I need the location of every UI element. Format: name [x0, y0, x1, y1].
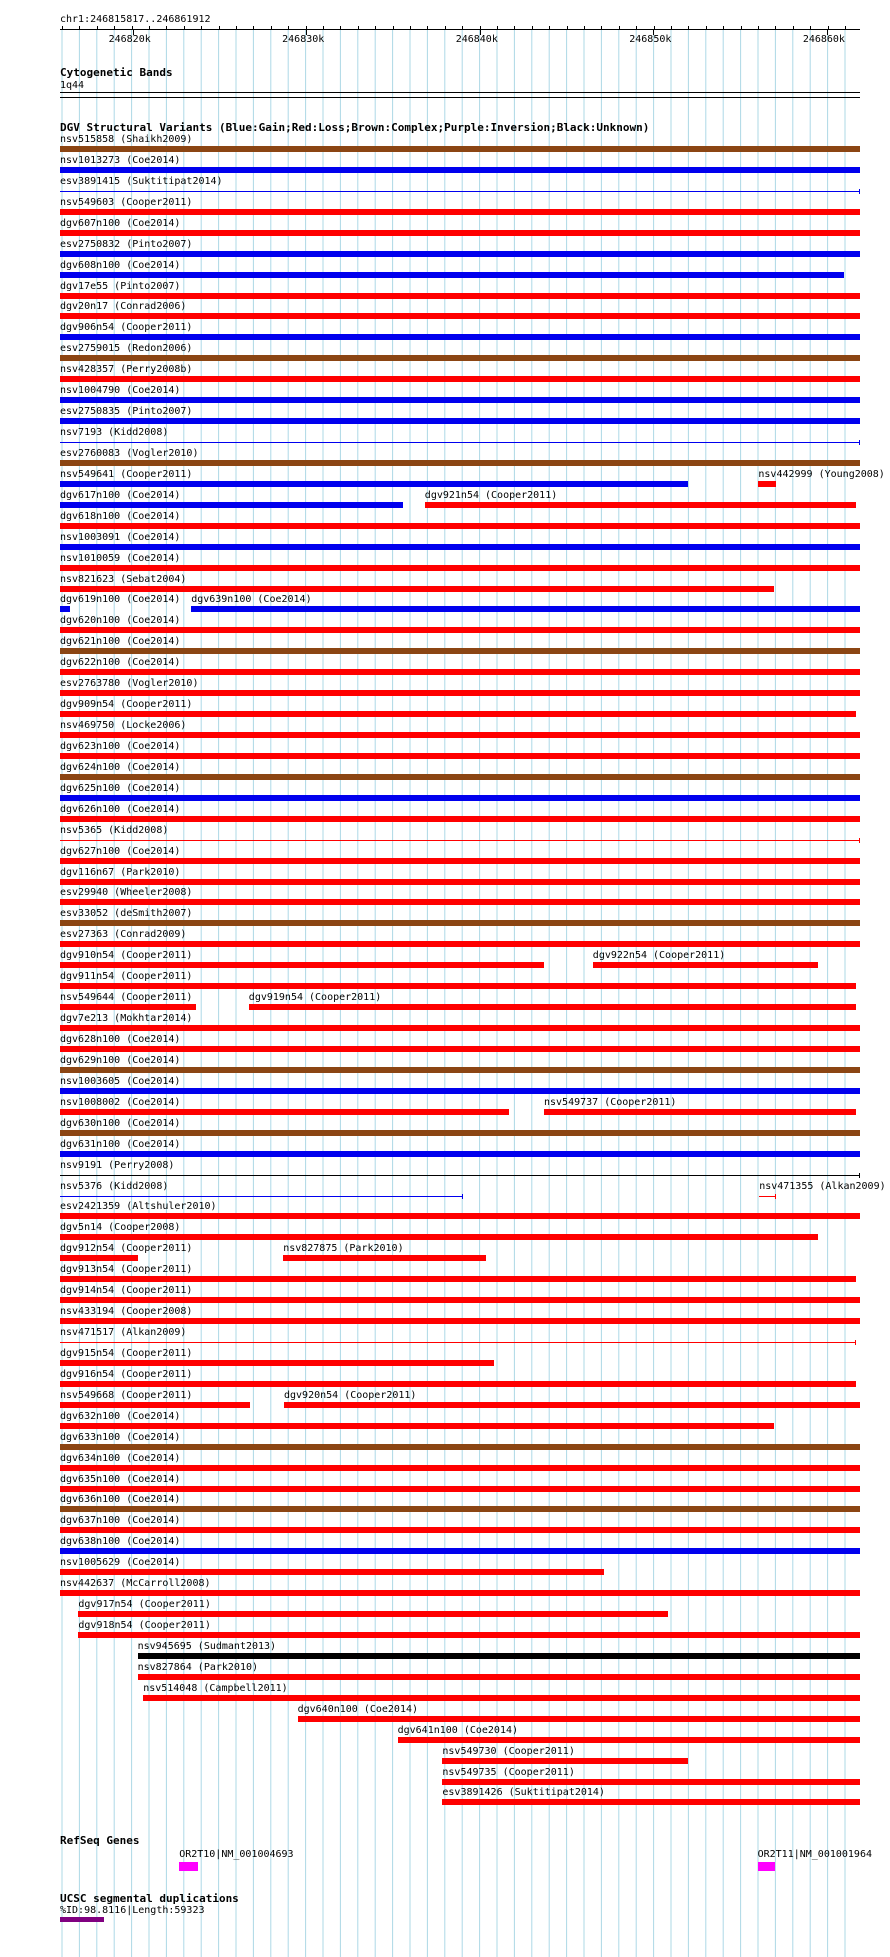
variant-bar-gain[interactable]: [60, 544, 860, 550]
variant-bar-loss[interactable]: [60, 1381, 856, 1387]
variant-end-cap: [462, 1194, 463, 1199]
variant-label: esv2760083 (Vogler2010): [60, 447, 199, 459]
variant-label: nsv1005629 (Coe2014): [60, 1557, 181, 1569]
variant-label: dgv622n100 (Coe2014): [60, 657, 181, 669]
variant-bar-loss[interactable]: [60, 711, 856, 717]
variant-label: nsv549737 (Cooper2011): [544, 1096, 677, 1108]
variant-label: nsv827875 (Park2010): [283, 1243, 404, 1255]
variant-label: dgv625n100 (Coe2014): [60, 782, 181, 794]
variant-label: nsv5376 (Kidd2008): [60, 1180, 169, 1192]
variant-label: dgv633n100 (Coe2014): [60, 1431, 181, 1443]
variant-bar-loss[interactable]: [60, 1486, 860, 1492]
variant-bar-unknown[interactable]: [138, 1653, 860, 1659]
variant-label: nsv433194 (Cooper2008): [60, 1306, 193, 1318]
variant-end-cap: [859, 189, 860, 194]
variant-bar-loss[interactable]: [60, 376, 860, 382]
variant-label: esv2759015 (Redon2006): [60, 343, 193, 355]
variant-label: dgv640n100 (Coe2014): [297, 1703, 419, 1715]
variant-bar-loss[interactable]: [60, 293, 860, 299]
variant-label: dgv17e55 (Pinto2007): [60, 280, 181, 292]
segdup-label: %ID:98.8116|Length:59323: [60, 1905, 205, 1916]
variant-bar-gain[interactable]: [60, 442, 860, 443]
variant-bar-complex[interactable]: [60, 1506, 860, 1512]
variant-label: dgv618n100 (Coe2014): [60, 510, 181, 522]
variant-bar-loss[interactable]: [60, 840, 860, 841]
variant-bar-loss[interactable]: [249, 1004, 856, 1010]
variant-bar-loss[interactable]: [60, 983, 856, 989]
variant-label: dgv7e213 (Mokhtar2014): [60, 1013, 193, 1025]
variant-label: nsv7193 (Kidd2008): [60, 427, 169, 439]
variant-bar-gain[interactable]: [60, 191, 860, 192]
variant-label: nsv1013273 (Coe2014): [60, 154, 181, 166]
variant-bar-complex[interactable]: [60, 355, 860, 361]
variant-bar-loss[interactable]: [60, 565, 860, 571]
variant-bar-loss[interactable]: [60, 627, 860, 633]
variant-bar-loss[interactable]: [60, 1109, 509, 1115]
gene-bar[interactable]: [179, 1862, 197, 1871]
variant-label: dgv638n100 (Coe2014): [60, 1536, 181, 1548]
variant-label: dgv623n100 (Coe2014): [60, 740, 181, 752]
variant-bar-loss[interactable]: [60, 816, 860, 822]
variant-label: dgv624n100 (Coe2014): [60, 761, 181, 773]
variant-bar-loss[interactable]: [60, 1402, 250, 1408]
variant-bar-gain[interactable]: [60, 397, 860, 403]
variant-label: nsv549603 (Cooper2011): [60, 196, 193, 208]
variant-bar-loss[interactable]: [60, 1046, 860, 1052]
variant-bar-gain[interactable]: [60, 606, 70, 612]
variant-bar-loss[interactable]: [60, 1342, 856, 1343]
variant-label: esv3891426 (Suktitipat2014): [442, 1787, 605, 1799]
variant-label: nsv1004790 (Coe2014): [60, 385, 181, 397]
ruler-tick-label: 246820k: [108, 34, 151, 45]
variant-bar-loss[interactable]: [60, 753, 860, 759]
variant-label: dgv5n14 (Cooper2008): [60, 1222, 181, 1234]
variant-label: dgv909n54 (Cooper2011): [60, 699, 193, 711]
gene-label: OR2T10|NM_001004693: [179, 1849, 294, 1860]
variant-bar-loss[interactable]: [60, 879, 860, 885]
dgv-track-title: DGV Structural Variants (Blue:Gain;Red:Loss;Brown:Complex;Purple:Inversion;Black:Unknown): [60, 121, 650, 134]
variant-bar-gain[interactable]: [60, 272, 844, 278]
variant-label: dgv635n100 (Coe2014): [60, 1473, 181, 1485]
variant-bar-loss[interactable]: [78, 1632, 860, 1638]
variant-label: dgv919n54 (Cooper2011): [248, 992, 382, 1004]
region-label: chr1:246815817..246861912: [60, 14, 211, 25]
variant-bar-loss[interactable]: [60, 1297, 860, 1303]
variant-bar-loss[interactable]: [60, 1025, 860, 1031]
variant-bar-loss[interactable]: [60, 1360, 494, 1366]
variant-bar-loss[interactable]: [759, 1196, 776, 1197]
variant-bar-loss[interactable]: [593, 962, 819, 968]
variant-bar-loss[interactable]: [60, 1423, 774, 1429]
variant-bar-loss[interactable]: [283, 1255, 486, 1261]
variant-bar-complex[interactable]: [60, 146, 860, 152]
variant-label: esv2421359 (Altshuler2010): [60, 1201, 217, 1213]
variant-end-cap: [859, 838, 860, 843]
variant-label: dgv630n100 (Coe2014): [60, 1117, 181, 1129]
variant-bar-loss[interactable]: [544, 1109, 856, 1115]
variant-label: dgv628n100 (Coe2014): [60, 1033, 181, 1045]
variant-bar-gain[interactable]: [60, 1088, 860, 1094]
variant-bar-loss[interactable]: [298, 1716, 860, 1722]
ruler-tick-label: 246850k: [629, 34, 672, 45]
segdup-bar[interactable]: [60, 1917, 104, 1922]
variant-bar-loss[interactable]: [758, 481, 776, 487]
variant-label: dgv637n100 (Coe2014): [60, 1515, 181, 1527]
variant-bar-loss[interactable]: [60, 1569, 604, 1575]
variant-bar-loss[interactable]: [60, 1004, 196, 1010]
variant-end-cap: [859, 440, 860, 445]
variant-bar-complex[interactable]: [60, 920, 860, 926]
ruler-tick-label: 246840k: [455, 34, 498, 45]
variant-bar-gain[interactable]: [60, 167, 860, 173]
variant-label: dgv913n54 (Cooper2011): [60, 1264, 193, 1276]
variant-label: nsv549641 (Cooper2011): [60, 468, 193, 480]
variant-bar-complex[interactable]: [60, 1444, 860, 1450]
variant-label: nsv9191 (Perry2008): [60, 1159, 175, 1171]
variant-end-cap: [855, 1340, 856, 1345]
variant-bar-loss[interactable]: [60, 1527, 860, 1533]
ruler-tick-label: 246860k: [802, 34, 845, 45]
variant-bar-loss[interactable]: [60, 1318, 860, 1324]
variant-label: dgv621n100 (Coe2014): [60, 636, 181, 648]
variant-label: nsv1008002 (Coe2014): [60, 1096, 181, 1108]
variant-label: esv2763780 (Vogler2010): [60, 678, 199, 690]
variant-label: nsv827864 (Park2010): [137, 1661, 259, 1673]
variant-label: dgv620n100 (Coe2014): [60, 615, 181, 627]
variant-bar-loss[interactable]: [442, 1799, 860, 1805]
variant-bar-gain[interactable]: [60, 481, 688, 487]
variant-label: dgv617n100 (Coe2014): [60, 489, 181, 501]
variant-label: nsv469750 (Locke2006): [60, 720, 187, 732]
variant-label: nsv442637 (McCarroll2008): [60, 1578, 211, 1590]
variant-bar-loss[interactable]: [60, 1276, 856, 1282]
variant-label: dgv641n100 (Coe2014): [397, 1724, 519, 1736]
variant-bar-complex[interactable]: [60, 648, 860, 654]
segdup-title: UCSC segmental duplications: [60, 1892, 239, 1905]
variant-label: nsv471517 (Alkan2009): [60, 1327, 187, 1338]
variant-label: esv2750832 (Pinto2007): [60, 238, 193, 250]
variant-label: esv3891415 (Suktitipat2014): [60, 175, 223, 187]
variant-bar-complex[interactable]: [60, 460, 860, 466]
variant-label: dgv914n54 (Cooper2011): [60, 1285, 193, 1297]
variant-label: dgv626n100 (Coe2014): [60, 803, 181, 815]
variant-bar-gain[interactable]: [60, 418, 860, 424]
variant-label: esv2750835 (Pinto2007): [60, 406, 193, 418]
variant-label: nsv549644 (Cooper2011): [60, 992, 193, 1004]
variant-bar-gain[interactable]: [60, 1548, 860, 1554]
variant-label: nsv549668 (Cooper2011): [60, 1389, 193, 1401]
variant-bar-loss[interactable]: [60, 586, 774, 592]
variant-bar-loss[interactable]: [60, 962, 544, 968]
variant-bar-loss[interactable]: [60, 690, 860, 696]
variant-label: dgv639n100 (Coe2014): [191, 594, 312, 606]
variant-bar-unknown[interactable]: [60, 1175, 860, 1176]
variant-bar-loss[interactable]: [78, 1611, 668, 1617]
variant-label: nsv428357 (Perry2008b): [60, 364, 193, 376]
variant-bar-loss[interactable]: [60, 209, 860, 215]
variant-label: dgv911n54 (Cooper2011): [60, 971, 193, 983]
variant-bar-complex[interactable]: [60, 774, 860, 780]
variant-label: dgv20n17 (Conrad2006): [60, 301, 187, 313]
variant-bar-loss[interactable]: [442, 1758, 688, 1764]
variant-bar-loss[interactable]: [60, 230, 860, 236]
variant-bar-loss[interactable]: [60, 732, 860, 738]
cytoband-title: Cytogenetic Bands: [60, 66, 173, 79]
variant-end-cap: [775, 1194, 776, 1199]
variant-bar-loss[interactable]: [284, 1402, 860, 1408]
gene-label: OR2T11|NM_001001964: [757, 1849, 872, 1860]
variant-bar-loss[interactable]: [138, 1674, 860, 1680]
variant-bar-gain[interactable]: [60, 251, 860, 257]
variant-bar-loss[interactable]: [60, 523, 860, 529]
variant-bar-loss[interactable]: [60, 313, 860, 319]
variant-bar-loss[interactable]: [60, 1590, 860, 1596]
variant-bar-loss[interactable]: [425, 502, 856, 508]
variant-label: esv27363 (Conrad2009): [60, 929, 187, 941]
variant-label: dgv634n100 (Coe2014): [60, 1452, 181, 1464]
variant-label: dgv910n54 (Cooper2011): [60, 950, 193, 962]
variant-bar-loss[interactable]: [60, 1465, 860, 1471]
variant-bar-loss[interactable]: [60, 941, 860, 947]
ruler-tick-label: 246830k: [282, 34, 325, 45]
variant-bar-loss[interactable]: [60, 669, 860, 675]
variant-label: nsv5365 (Kidd2008): [60, 824, 169, 836]
variant-label: nsv514048 (Campbell2011): [143, 1682, 288, 1694]
cytoband-label: 1q44: [60, 80, 85, 91]
variant-label: dgv629n100 (Coe2014): [60, 1054, 181, 1066]
variant-label: nsv1003605 (Coe2014): [60, 1075, 181, 1087]
variant-bar-gain[interactable]: [60, 334, 860, 340]
variant-label: dgv116n67 (Park2010): [60, 866, 181, 878]
variant-label: dgv906n54 (Cooper2011): [60, 322, 193, 334]
variant-label: dgv607n100 (Coe2014): [60, 217, 181, 229]
variant-label: dgv632n100 (Coe2014): [60, 1410, 181, 1422]
refseq-title: RefSeq Genes: [60, 1834, 140, 1847]
variant-bar-loss[interactable]: [60, 1213, 860, 1219]
variant-label: nsv442999 (Young2008): [758, 468, 885, 480]
variant-bar-gain[interactable]: [60, 502, 403, 508]
variant-bar-loss[interactable]: [60, 899, 860, 905]
variant-label: dgv636n100 (Coe2014): [60, 1494, 181, 1506]
variant-label: dgv916n54 (Cooper2011): [60, 1368, 193, 1380]
variant-label: dgv619n100 (Coe2014): [60, 594, 181, 606]
variant-end-cap: [859, 1173, 860, 1178]
variant-label: nsv549735 (Cooper2011): [442, 1766, 575, 1778]
variant-label: dgv921n54 (Cooper2011): [424, 489, 558, 501]
variant-bar-gain[interactable]: [191, 606, 860, 612]
gene-bar[interactable]: [758, 1862, 776, 1871]
variant-label: dgv922n54 (Cooper2011): [592, 950, 726, 962]
variant-label: dgv918n54 (Cooper2011): [78, 1620, 211, 1632]
variant-bar-loss[interactable]: [60, 1234, 818, 1240]
variant-bar-complex[interactable]: [60, 1067, 860, 1073]
variant-label: nsv515858 (Shaikh2009): [60, 134, 193, 145]
variant-label: dgv631n100 (Coe2014): [60, 1138, 181, 1150]
variant-label: nsv945695 (Sudmant2013): [137, 1640, 277, 1652]
variant-label: nsv1003091 (Coe2014): [60, 531, 181, 543]
variant-label: dgv920n54 (Cooper2011): [284, 1389, 417, 1401]
variant-bar-complex[interactable]: [60, 1130, 860, 1136]
variant-label: dgv627n100 (Coe2014): [60, 845, 181, 857]
variant-label: nsv1010059 (Coe2014): [60, 552, 181, 564]
variant-bar-loss[interactable]: [442, 1779, 860, 1785]
variant-label: esv33052 (deSmith2007): [60, 908, 193, 920]
variant-label: nsv549730 (Cooper2011): [442, 1745, 575, 1757]
variant-bar-loss[interactable]: [60, 1255, 138, 1261]
variant-label: dgv608n100 (Coe2014): [60, 259, 181, 271]
variant-bar-loss[interactable]: [398, 1737, 860, 1743]
variant-label: dgv915n54 (Cooper2011): [60, 1347, 193, 1359]
variant-label: dgv912n54 (Cooper2011): [60, 1243, 193, 1255]
variant-label: esv29940 (Wheeler2008): [60, 887, 193, 899]
variant-bar-gain[interactable]: [60, 1151, 860, 1157]
variant-label: nsv821623 (Sebat2004): [60, 573, 187, 585]
variant-label: dgv917n54 (Cooper2011): [78, 1599, 211, 1611]
variant-bar-gain[interactable]: [60, 1196, 463, 1197]
variant-bar-loss[interactable]: [60, 858, 860, 864]
variant-bar-gain[interactable]: [60, 795, 860, 801]
variant-label: nsv471355 (Alkan2009): [759, 1180, 886, 1192]
variant-bar-loss[interactable]: [143, 1695, 860, 1701]
